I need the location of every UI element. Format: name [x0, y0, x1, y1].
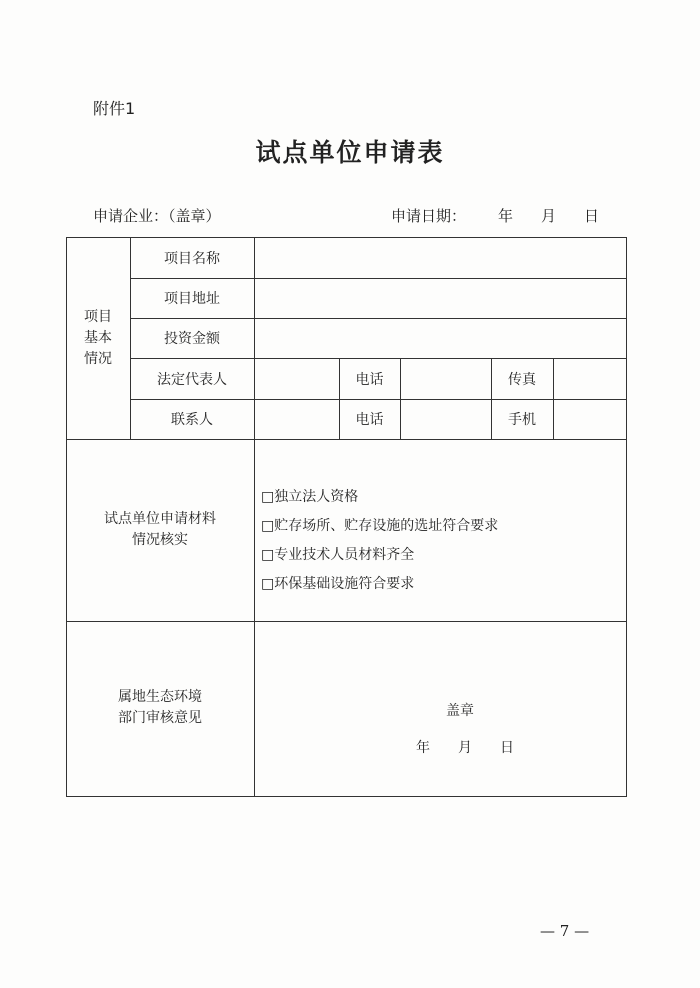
application-date	[391, 205, 599, 226]
date-label: 申请日期：	[391, 207, 467, 225]
seal-label: 盖章	[446, 703, 474, 719]
date-month: 月	[541, 207, 557, 225]
checklist-item[interactable]: □专业技术人员材料齐全	[261, 547, 415, 563]
fax-label: 传真	[508, 371, 536, 388]
investment-label: 投资金额	[164, 331, 220, 347]
review-date: 年 月 日	[416, 740, 514, 756]
project-address-label: 项目地址	[164, 291, 220, 307]
review-opinion-label: 属地生态环境 部门审核意见	[118, 689, 202, 726]
divider	[254, 237, 255, 796]
applicant-label: 申请企业：（盖章）	[93, 207, 221, 225]
date-year: 年	[498, 207, 514, 225]
legal-rep-label: 法定代表人	[157, 371, 227, 388]
checklist-item[interactable]: □环保基础设施符合要求	[261, 576, 415, 592]
materials-check-label: 试点单位申请材料 情况核实	[104, 511, 216, 548]
divider	[553, 358, 554, 439]
contact-label: 联系人	[171, 412, 213, 428]
attachment-label: 附件1	[93, 99, 136, 118]
phone-label: 电话	[355, 412, 384, 428]
phone-label: 电话	[355, 371, 384, 388]
checklist-item[interactable]: □独立法人资格	[261, 489, 359, 505]
page-title: 试点单位申请表	[255, 138, 445, 167]
checklist-item[interactable]: □贮存场所、贮存设施的选址符合要求	[261, 518, 499, 534]
basic-info-group-label: 项目 基本 情况	[84, 308, 112, 367]
materials-checklist	[261, 483, 498, 599]
page-number: — 7 —	[540, 922, 590, 940]
divider	[400, 358, 401, 439]
mobile-label: 手机	[508, 412, 536, 428]
date-day: 日	[584, 207, 600, 225]
project-name-label: 项目名称	[164, 250, 220, 267]
